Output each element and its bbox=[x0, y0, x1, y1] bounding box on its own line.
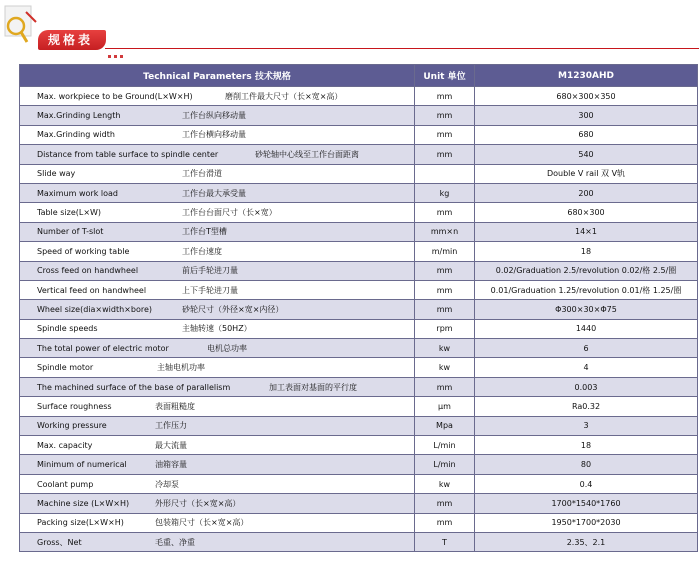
parameter-cell bbox=[20, 164, 415, 183]
table-row bbox=[20, 87, 698, 106]
unit-cell: T bbox=[415, 532, 475, 551]
unit-cell: mm bbox=[415, 261, 475, 280]
parameter-cell bbox=[20, 397, 415, 416]
table-header-row bbox=[20, 65, 698, 87]
table-row bbox=[20, 416, 698, 435]
unit-cell: kg bbox=[415, 183, 475, 202]
parameter-chinese: 电机总功率 bbox=[207, 343, 247, 353]
value-cell: 3 bbox=[475, 416, 698, 435]
parameter-chinese: 前后手轮进刀量 bbox=[182, 266, 238, 276]
parameter-chinese: 工作台横向移动量 bbox=[182, 130, 246, 140]
parameter-english: Cross feed on handwheel bbox=[37, 266, 139, 276]
table-row bbox=[20, 164, 698, 183]
value-cell: 2.35、2.1 bbox=[475, 532, 698, 551]
table-row bbox=[20, 222, 698, 241]
table-row bbox=[20, 474, 698, 493]
parameter-chinese: 表面粗糙度 bbox=[155, 401, 195, 411]
parameter-cell bbox=[20, 474, 415, 493]
value-cell: 18 bbox=[475, 242, 698, 261]
unit-cell: mm×n bbox=[415, 222, 475, 241]
parameter-english: Spindle speeds bbox=[37, 324, 98, 334]
value-cell: 18 bbox=[475, 436, 698, 455]
unit-cell: L/min bbox=[415, 455, 475, 474]
value-cell: 4 bbox=[475, 358, 698, 377]
parameter-cell bbox=[20, 145, 415, 164]
parameter-chinese: 毛重、净重 bbox=[155, 537, 195, 547]
parameter-chinese: 外形尺寸（长×宽×高） bbox=[155, 498, 241, 508]
parameter-chinese: 工作压力 bbox=[155, 421, 187, 431]
table-row bbox=[20, 183, 698, 202]
magnifier-pen-icon bbox=[2, 4, 42, 52]
table-row bbox=[20, 513, 698, 532]
unit-cell: mm bbox=[415, 125, 475, 144]
table-row bbox=[20, 377, 698, 396]
value-cell: 1700*1540*1760 bbox=[475, 494, 698, 513]
parameter-chinese: 最大流量 bbox=[155, 440, 187, 450]
value-cell: 540 bbox=[475, 145, 698, 164]
value-cell: 0.4 bbox=[475, 474, 698, 493]
parameter-cell bbox=[20, 358, 415, 377]
parameter-english: Slide way bbox=[37, 169, 76, 179]
parameter-cell bbox=[20, 377, 415, 396]
unit-cell: mm bbox=[415, 203, 475, 222]
unit-cell: kw bbox=[415, 358, 475, 377]
parameter-cell bbox=[20, 222, 415, 241]
parameter-cell bbox=[20, 280, 415, 299]
parameter-english: Machine size (L×W×H) bbox=[37, 498, 130, 508]
table-row bbox=[20, 261, 698, 280]
table-row bbox=[20, 203, 698, 222]
table-row bbox=[20, 532, 698, 551]
parameter-english: Vertical feed on handwheel bbox=[37, 285, 147, 295]
parameter-cell bbox=[20, 261, 415, 280]
parameter-english: The total power of electric motor bbox=[37, 343, 169, 353]
value-cell: Double V rail 双 V轨 bbox=[475, 164, 698, 183]
value-cell: 6 bbox=[475, 339, 698, 358]
parameter-chinese: 上下手轮进刀量 bbox=[182, 285, 238, 295]
table-row bbox=[20, 125, 698, 144]
unit-cell: mm bbox=[415, 106, 475, 125]
parameter-english: The machined surface of the base of parallelism bbox=[37, 382, 231, 392]
parameter-cell bbox=[20, 106, 415, 125]
page-header bbox=[0, 0, 700, 62]
table-row bbox=[20, 455, 698, 474]
parameter-chinese: 工作台台面尺寸（长×宽） bbox=[182, 208, 277, 218]
title-decoration-dots bbox=[108, 43, 126, 62]
unit-cell: mm bbox=[415, 494, 475, 513]
parameter-chinese: 主轴电机功率 bbox=[157, 363, 205, 373]
parameter-chinese: 包装箱尺寸（长×宽×高） bbox=[155, 518, 249, 528]
table-row bbox=[20, 358, 698, 377]
value-cell: 680×300 bbox=[475, 203, 698, 222]
table-row bbox=[20, 242, 698, 261]
column-header-parameters: Technical Parameters 技术规格 bbox=[20, 65, 415, 87]
title-underline bbox=[105, 48, 699, 49]
unit-cell: mm bbox=[415, 280, 475, 299]
parameter-chinese: 磨削工件最大尺寸（长×宽×高） bbox=[225, 91, 343, 101]
parameter-cell bbox=[20, 87, 415, 106]
parameter-cell bbox=[20, 242, 415, 261]
parameter-english: Packing size(L×W×H) bbox=[37, 518, 124, 528]
parameter-cell bbox=[20, 183, 415, 202]
parameter-english: Max. capacity bbox=[37, 440, 93, 450]
parameter-chinese: 工作台T型槽 bbox=[182, 227, 227, 237]
page-title: 规格表 bbox=[38, 30, 106, 50]
parameter-cell bbox=[20, 436, 415, 455]
table-row bbox=[20, 300, 698, 319]
table-row bbox=[20, 145, 698, 164]
value-cell: 0.01/Graduation 1.25/revolution 0.01/格 1.25/圈 bbox=[475, 280, 698, 299]
value-cell: 0.02/Graduation 2.5/revolution 0.02/格 2.5/圈 bbox=[475, 261, 698, 280]
unit-cell: kw bbox=[415, 474, 475, 493]
value-cell: 0.003 bbox=[475, 377, 698, 396]
unit-cell: mm bbox=[415, 87, 475, 106]
parameter-english: Speed of working table bbox=[37, 246, 130, 256]
value-cell: Ra0.32 bbox=[475, 397, 698, 416]
parameter-english: Max.Grinding Length bbox=[37, 111, 121, 121]
unit-cell: μm bbox=[415, 397, 475, 416]
parameter-english: Spindle motor bbox=[37, 363, 94, 373]
unit-cell: mm bbox=[415, 145, 475, 164]
parameter-english: Table size(L×W) bbox=[37, 208, 102, 218]
parameter-english: Coolant pump bbox=[37, 479, 94, 489]
parameter-cell bbox=[20, 319, 415, 338]
parameter-chinese: 主轴转速（50HZ） bbox=[182, 324, 252, 334]
table-row bbox=[20, 280, 698, 299]
column-header-model: M1230AHD bbox=[475, 65, 698, 87]
parameter-chinese: 砂轮轴中心线至工作台面距离 bbox=[255, 149, 359, 159]
value-cell: 680×300×350 bbox=[475, 87, 698, 106]
parameter-cell bbox=[20, 339, 415, 358]
unit-cell: m/min bbox=[415, 242, 475, 261]
unit-cell: mm bbox=[415, 300, 475, 319]
parameter-cell bbox=[20, 455, 415, 474]
parameter-english: Max. workpiece to be Ground(L×W×H) bbox=[37, 91, 193, 101]
parameter-cell bbox=[20, 125, 415, 144]
table-row bbox=[20, 436, 698, 455]
value-cell: 1950*1700*2030 bbox=[475, 513, 698, 532]
table-row bbox=[20, 397, 698, 416]
unit-cell: L/min bbox=[415, 436, 475, 455]
parameter-english: Surface roughness bbox=[37, 401, 112, 411]
table-row bbox=[20, 319, 698, 338]
column-header-unit: Unit 单位 bbox=[415, 65, 475, 87]
value-cell: Φ300×30×Φ75 bbox=[475, 300, 698, 319]
unit-cell: rpm bbox=[415, 319, 475, 338]
value-cell: 200 bbox=[475, 183, 698, 202]
parameter-chinese: 油箱容量 bbox=[155, 460, 187, 470]
unit-cell: Mpa bbox=[415, 416, 475, 435]
table-row bbox=[20, 106, 698, 125]
parameter-cell bbox=[20, 416, 415, 435]
table-row bbox=[20, 339, 698, 358]
parameter-chinese: 工作台滑道 bbox=[182, 169, 222, 179]
parameter-cell bbox=[20, 203, 415, 222]
value-cell: 680 bbox=[475, 125, 698, 144]
unit-cell: kw bbox=[415, 339, 475, 358]
parameter-chinese: 工作台纵向移动量 bbox=[182, 111, 246, 121]
parameter-cell bbox=[20, 494, 415, 513]
table-row bbox=[20, 494, 698, 513]
parameter-chinese: 加工表面对基面的平行度 bbox=[269, 382, 357, 392]
parameter-english: Wheel size(dia×width×bore) bbox=[37, 304, 153, 314]
unit-cell: mm bbox=[415, 377, 475, 396]
parameter-english: Working pressure bbox=[37, 421, 107, 431]
parameter-cell bbox=[20, 300, 415, 319]
parameter-english: Max.Grinding width bbox=[37, 130, 115, 140]
parameter-chinese: 砂轮尺寸（外径×宽×内径） bbox=[182, 304, 284, 314]
parameter-chinese: 冷却泵 bbox=[155, 479, 179, 489]
value-cell: 80 bbox=[475, 455, 698, 474]
parameter-english: Gross、Net bbox=[37, 537, 82, 547]
parameter-english: Maximum work load bbox=[37, 188, 118, 198]
value-cell: 300 bbox=[475, 106, 698, 125]
unit-cell bbox=[415, 164, 475, 183]
parameter-english: Minimum of numerical bbox=[37, 460, 127, 470]
value-cell: 14×1 bbox=[475, 222, 698, 241]
parameter-cell bbox=[20, 532, 415, 551]
unit-cell: mm bbox=[415, 513, 475, 532]
parameter-english: Number of T-slot bbox=[37, 227, 104, 237]
value-cell: 1440 bbox=[475, 319, 698, 338]
parameter-chinese: 工作台最大承受量 bbox=[182, 188, 246, 198]
parameter-chinese: 工作台速度 bbox=[182, 246, 222, 256]
parameter-cell bbox=[20, 513, 415, 532]
spec-table bbox=[19, 64, 698, 552]
parameter-english: Distance from table surface to spindle center bbox=[37, 149, 219, 159]
